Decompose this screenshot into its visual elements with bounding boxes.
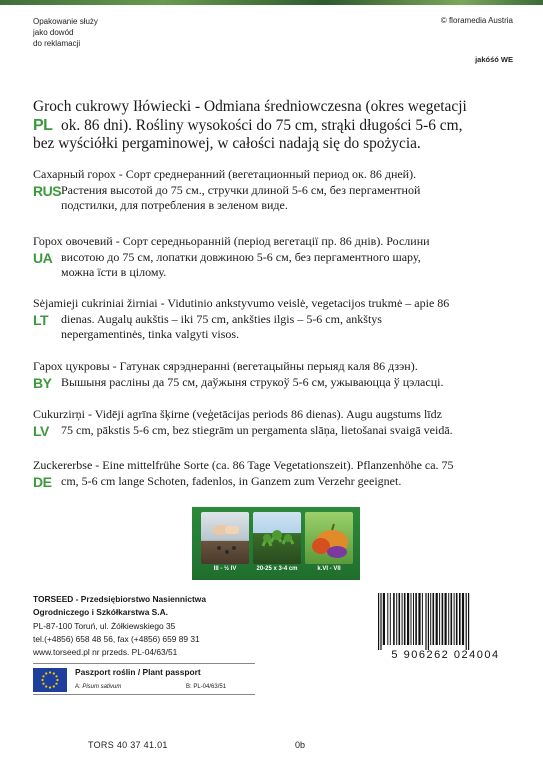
growing-calendar-panel [192,507,360,580]
passport-title: Paszport roślin / Plant passport [75,667,201,677]
barcode-bar [430,593,431,645]
barcode-bar [378,593,379,650]
barcode-bar [383,593,385,645]
description-text [33,98,511,154]
company-name-rest: - Przedsiębiorstwo Nasiennictwa [73,594,206,604]
company-name: TORSEED [33,594,74,604]
lang-code: PL [33,117,53,134]
harvest-period-caption: k.VI - VII [317,566,341,572]
description-de [33,458,511,489]
description-line: Растения высотой до 75 см., стручки длиной 5-6 см, без пергаментной [61,182,421,197]
company-name-line [33,593,206,606]
description-by [33,359,511,390]
passport-species [75,684,121,690]
description-line: Cukurzirņi - Vidēji agrīna šķirne (veģetācijas periods 86 dienas). Augu augstums līdz [33,407,442,421]
description-line: Сахарный горох - Сорт среднеранний (вегетационный период ок. 86 дней). [33,167,417,181]
description-text [33,458,511,489]
description-text [33,234,511,281]
barcode-bar [422,593,423,645]
complaint-note-line: Opakowanie służy [33,17,98,26]
barcode-bar [433,593,435,645]
description-line: висотою до 75 см, лопатки довжиною 5-6 см, без пергаментного шару, [61,249,421,264]
description-line: cm, 5-6 cm lange Schoten, fadenlos, in Ganzem zum Verzehr geeignet. [61,473,402,488]
description-text [33,407,511,438]
description-ua [33,234,511,281]
product-code: TORS 40 37 41.01 [88,740,168,750]
copyright-notice: © floramedia Austria [440,16,513,25]
barcode-bar [425,593,426,650]
description-line: подстилки, для потребления в зеленом виде. [61,198,288,212]
plant-passport [33,663,255,695]
barcode-bar [415,593,417,645]
description-line: 75 cm, pākstis 5-6 cm, bez stiegrām un pergamenta slāņa, lietošanai svaigā veidā. [61,422,453,437]
barcode-bar [399,593,401,645]
description-line: dienas. Augalų aukštis – iki 75 cm, ankšties ilgis – 5-6 cm, ankštys [61,311,382,326]
barcode-bar [404,593,406,645]
barcode-bar [402,593,403,645]
description-lv [33,407,511,438]
complaint-note-line: do reklamacji [33,39,81,48]
quality-mark: jakóśó WE [475,55,513,64]
description-lt [33,296,511,343]
barcode-bar [459,593,461,645]
spacing-caption: 20-25 x 3-4 cm [256,566,298,572]
description-line: Горох овочевий - Сорт середньоранній (період вегетації пр. 86 днів). Рослини [33,234,430,248]
passport-a-label: A: [75,684,83,690]
lang-code: DE [33,474,52,490]
barcode-bar [451,593,453,645]
barcode-bar [466,593,467,650]
barcode-bar [407,593,409,645]
company-website: www.torseed.pl nr przeds. PL-04/63/51 [33,647,178,658]
batch-code: 0b [295,740,306,750]
description-text [33,167,511,214]
lang-code: UA [33,250,53,266]
lang-code: RUS [33,183,62,199]
description-text [33,296,511,343]
plant-spacing-icon [253,512,301,564]
company-line-bold: Ogrodniczego i Szkółkarstwa S.A. [33,607,168,618]
barcode-bar [418,593,420,645]
lang-code: LV [33,423,49,439]
barcode-bar [387,593,388,645]
barcode-bar [396,593,397,645]
description-line: Sėjamieji cukriniai žirniai - Vidutinio ankstyvumo veislė, vegetacijos trukmė – apie 86 [33,296,450,310]
description-line: можна їсти в цілому. [61,265,167,279]
description-pl [33,98,511,154]
company-info [33,593,206,659]
company-phone: tel.(+4856) 658 48 56, fax (+4856) 659 89 31 [33,633,200,644]
company-line [33,606,206,619]
barcode-bar [428,593,429,650]
barcode-number: 5 906262 024004 [391,649,500,661]
passport-a-value: Pisum sativum [82,684,122,690]
barcode-bar [442,593,444,645]
description-line: nepergamentinės, tinka valgyti visos. [61,327,240,341]
barcode-bar [445,593,447,645]
description-line: Groch cukrowy Iłówiecki - Odmiana średniowczesna (okres wegetacji [33,98,467,115]
description-rus [33,167,511,214]
lang-code: BY [33,375,52,391]
description-line: Zuckererbse - Eine mittelfrühe Sorte (ca. 86 Tage Vegetationszeit). Pflanzenhöhe ca. 75 [33,458,454,472]
company-address: PL-87-100 Toruń, ul. Żółkiewskiego 35 [33,620,176,631]
barcode-bar [456,593,458,645]
barcode-bar [439,593,440,645]
barcode-bar [393,593,395,645]
description-line: ok. 86 dni). Rośliny wysokości do 75 cm, strąki długości 5-6 cm, [61,116,463,134]
description-text [33,359,511,390]
passport-registration: B: PL-04/63/51 [186,684,227,690]
lang-code: LT [33,312,49,328]
barcode-bar [390,593,391,645]
barcode-bar [436,593,438,645]
top-foliage-strip [0,0,543,5]
complaint-note-line: jako dowód [33,28,74,37]
harvest-icon [305,512,353,564]
sowing-period-caption: III - ½ IV [213,566,237,572]
barcode-bar [413,593,414,645]
description-line: bez wyściółki pergaminowej, w całości nadają się do spożycia. [33,135,421,153]
barcode-bar [380,593,381,650]
barcode-bar [468,593,469,650]
ean-barcode [374,593,517,650]
sowing-seeds-icon [201,512,249,564]
barcode-bar [411,593,412,645]
description-line: Вышыня расліны да 75 см, даўжыня струкоў 5-6 см, ужываюцца ў цэласці. [61,374,444,389]
barcode-bar [454,593,455,645]
barcode-bar [448,593,449,645]
description-line: Гарох цукровы - Гатунак сярэднеранні (вегетацыйны перыяд каля 86 дзэн). [33,359,418,373]
barcode-bar [462,593,464,645]
complaint-note [33,16,98,49]
eu-flag-icon [33,668,67,692]
